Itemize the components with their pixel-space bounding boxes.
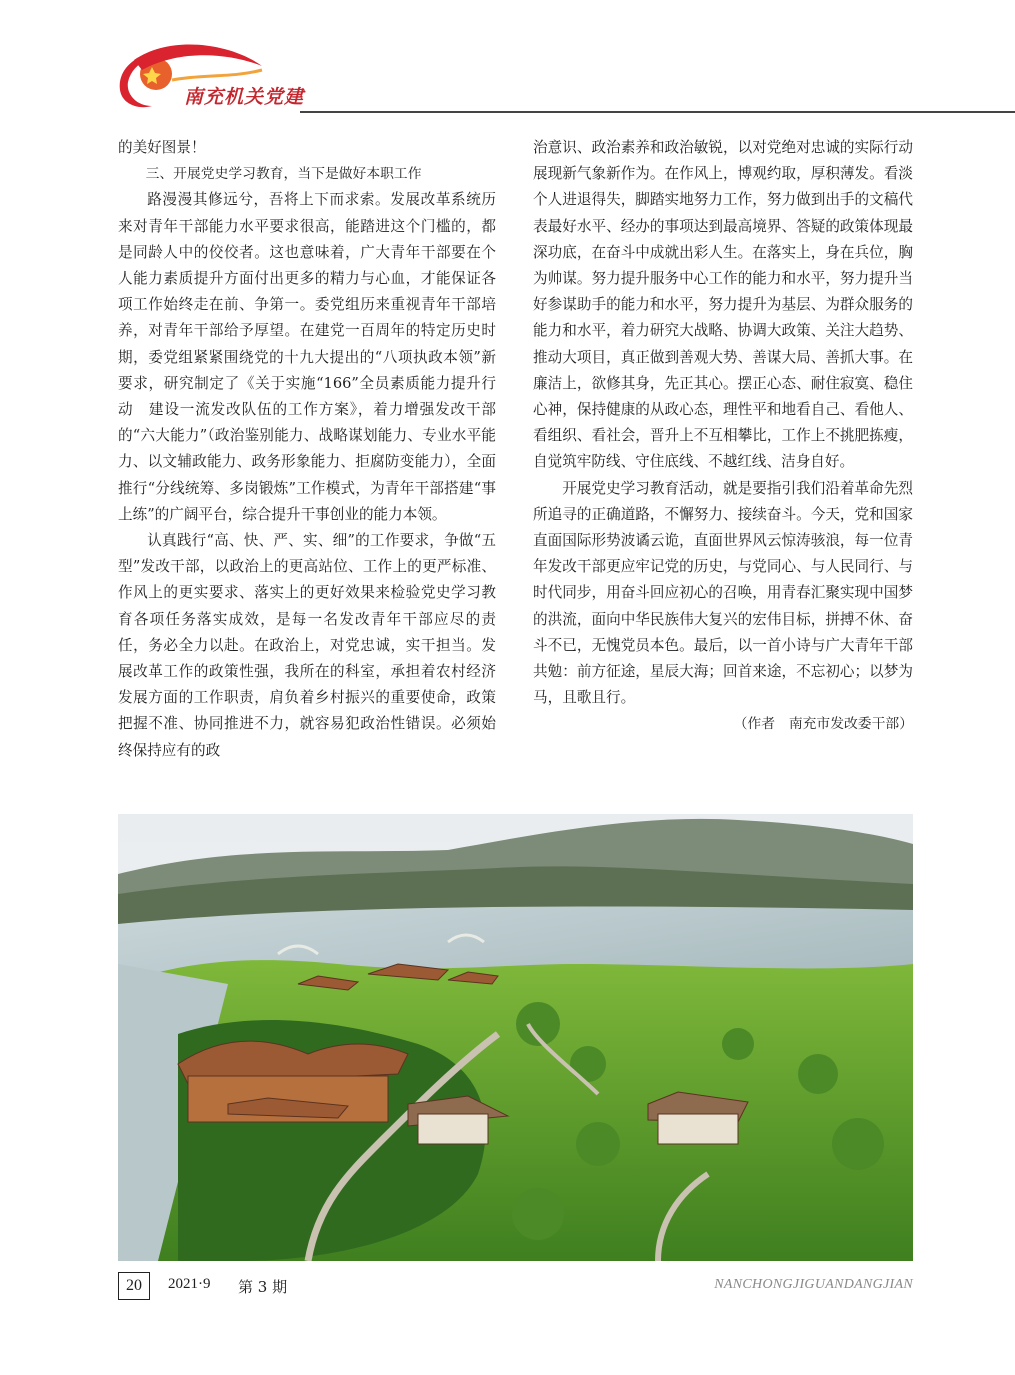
- article-paragraph: 治意识、政治素养和政治敏锐，以对党绝对忠诚的实际行动展现新气象新作为。在作风上，博观约取，厚积薄发。看淡个人进退得失，脚踏实地努力工作，努力做到出手的文稿代表最好水平、经办的事项达到最高境界、答疑的政策体现最深功底，在奋斗中成就出彩人生。在落实上，身在兵位，胸为帅谋。努力提升服务中心工作的能力和水平，努力提升当好参谋助手的能力和水平，努力提升为基层、为群众服务的能力和水平，着力研究大战略、协调大政策、关注大趋势、推动大项目，真正做到善观大势、善谋大局、善抓大事。在廉洁上，欲修其身，先正其心。摆正心态、耐住寂寞、稳住心神，保持健康的从政心态，理性平和地看自己、看他人、看组织、看社会，晋升上不互相攀比，工作上不挑肥拣瘦，自觉筑牢防线、守住底线、不越红线、洁身自好。: [533, 139, 913, 471]
- wetland-park-illustration: [118, 814, 913, 1261]
- article-paragraph: 路漫漫其修远兮，吾将上下而求索。发展改革系统历来对青年干部能力水平要求很高，能踏进这个门槛的，都是同龄人中的佼佼者。这也意味着，广大青年干部要在个人能力素质提升方面付出更多的精力与心血，才能保证各项工作始终走在前、争第一。委党组历来重视青年干部培养，对青年干部给予厚望。在建党一百周年的特定历史时期，委党组紧紧围绕党的十九大提出的“八项执政本领”新要求，研究制定了《关于实施“166”全员素质能力提升行动 建设一流发改队伍的工作方案》，着力增强发改干部的“六大能力”（政治鉴别能力、战略谋划能力、专业水平能力、以文辅政能力、政务形象能力、拒腐防变能力），全面推行“分线统筹、多岗锻炼”工作模式，为青年干部搭建“事上练”的广阔平台，综合提升干事创业的能力本领。: [118, 191, 496, 523]
- magazine-brand-title: 南充机关党建: [184, 86, 305, 108]
- article-paragraph: 认真践行“高、快、严、实、细”的工作要求，争做“五型”发改干部，以政治上的更高站位、工作上的更严标准、作风上的更实要求、落实上的更好效果来检验党史学习教育各项任务落实成效，是每一名发改青年干部应尽的责任，务必全力以赴。在政治上，对党忠诚，实干担当。发展改革工作的政策性强，我所在的科室，承担着农村经济发展方面的工作职责，肩负着乡村振兴的重要使命，政策把握不准、协同推进不力，就容易犯政治性错误。必须始终保持应有的政: [118, 532, 496, 759]
- author-byline: （作者 南充市发改委干部）: [733, 716, 913, 733]
- article-column-right: [533, 135, 913, 738]
- publication-name-en: NANCHONGJIGUANDANGJIAN: [714, 1277, 913, 1292]
- header-rule: [300, 111, 1015, 113]
- landscape-photo: [118, 814, 913, 1261]
- issue-date: 2021·9: [168, 1276, 211, 1292]
- page-footer: [0, 1268, 1015, 1308]
- article-column-left: [118, 135, 496, 764]
- page-number: 20: [118, 1272, 150, 1300]
- page-header: [0, 0, 1015, 120]
- article-paragraph: 开展党史学习教育活动，就是要指引我们沿着革命先烈所追寻的正确道路，不懈努力、接续奋斗。今天，党和国家直面国际形势波谲云诡，直面世界风云惊涛骇浪，每一位青年发改干部更应牢记党的历史，与党同心、与人民同行、与时代同步，用奋斗回应初心的召唤，用青春汇聚实现中国梦的洪流，面向中华民族伟大复兴的宏伟目标，拼搏不休、奋斗不已，无愧党员本色。最后，以一首小诗与广大青年干部共勉：前方征途，星辰大海；回首来途，不忘初心；以梦为马，且歌且行。: [533, 479, 913, 707]
- article-paragraph: 的美好图景！: [118, 139, 206, 156]
- section-heading: 三、开展党史学习教育，当下是做好本职工作: [145, 166, 422, 183]
- issue-number: 第 3 期: [238, 1278, 288, 1296]
